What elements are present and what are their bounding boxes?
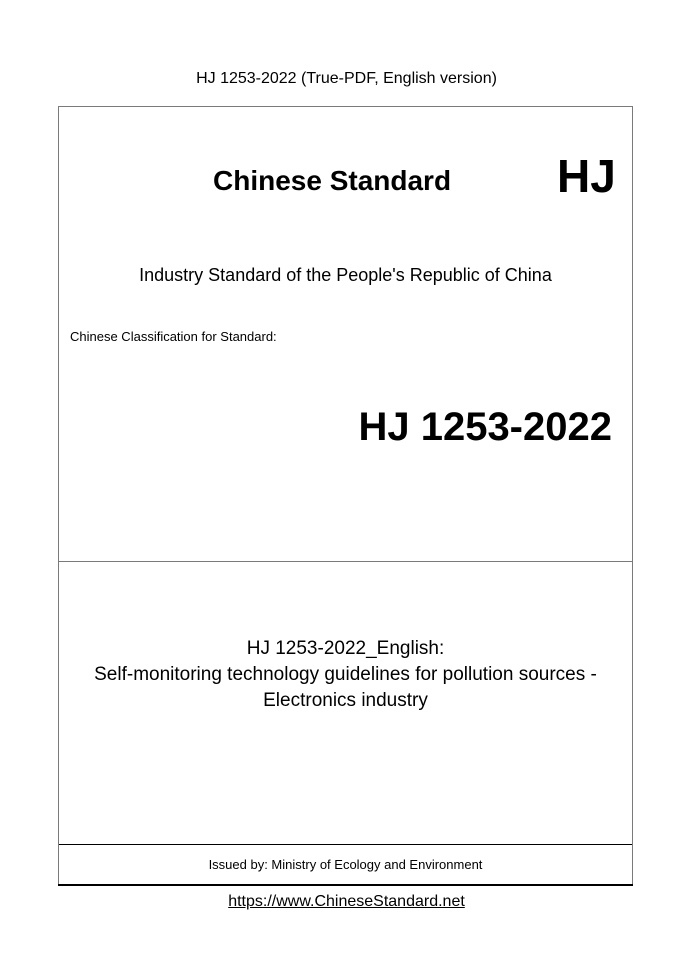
frame-bottom-border: [58, 884, 633, 886]
document-title-block: [59, 636, 632, 714]
page-header-caption: HJ 1253-2022 (True-PDF, English version): [196, 70, 497, 87]
document-title-line-1: HJ 1253-2022_English:: [246, 638, 445, 659]
document-title-line-3: Electronics industry: [263, 690, 428, 711]
cover-top-section: [59, 107, 632, 562]
industry-standard-line: Industry Standard of the People's Republic of China: [139, 265, 552, 285]
cover-frame: [58, 106, 633, 885]
cover-title-section: [59, 562, 632, 844]
issuer-box: Issued by: Ministry of Ecology and Environment: [59, 844, 632, 884]
classification-label: Chinese Classification for Standard:: [70, 329, 277, 344]
website-link-container: [0, 893, 693, 911]
document-number: HJ 1253-2022: [358, 405, 612, 449]
standard-title: Chinese Standard: [213, 165, 452, 196]
document-title-line-2: Self-monitoring technology guidelines for pollution sources -: [94, 664, 597, 685]
standard-code-mark: HJ: [557, 150, 616, 202]
website-link[interactable]: https://www.ChineseStandard.net: [228, 893, 465, 910]
